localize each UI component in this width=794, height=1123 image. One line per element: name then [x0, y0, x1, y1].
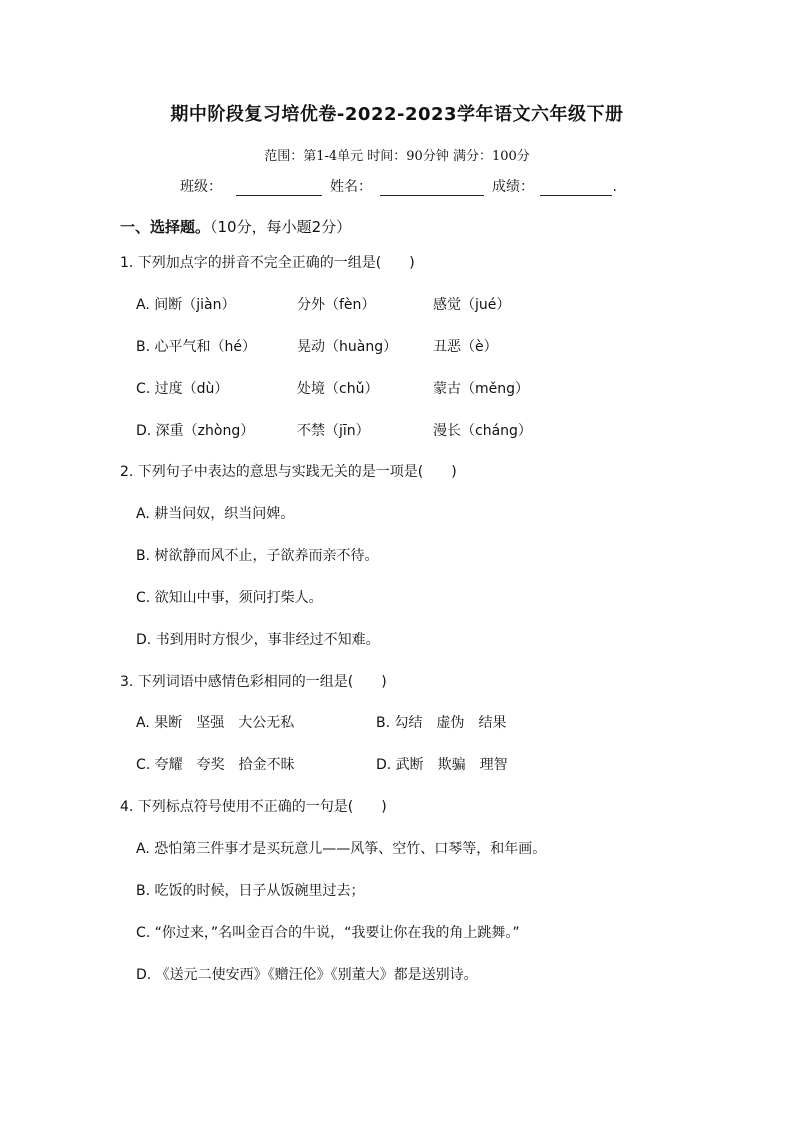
trailing-dot: . — [612, 179, 617, 195]
q1-option-b2: 晃动（huàng） — [297, 339, 398, 355]
q1-option-a2: 分外（fèn） — [297, 297, 376, 313]
question-2-stem: 2. 下列句子中表达的意思与实践无关的是一项是( ) — [120, 464, 457, 480]
exam-meta: 范围：第1-4单元 时间：90分钟 满分：100分 — [264, 149, 530, 164]
score-blank[interactable] — [540, 179, 612, 196]
q1-option-b1: B. 心平气和（hé） — [136, 339, 256, 355]
name-label: 姓名： — [330, 179, 372, 195]
q2-option-b: B. 树欲静而风不止，子欲养而亲不待。 — [136, 548, 379, 564]
question-4-stem: 4. 下列标点符号使用不正确的一句是( ) — [120, 799, 387, 815]
section-heading-note: （10分，每小题2分） — [210, 218, 352, 236]
name-field — [330, 176, 484, 196]
q3-option-d: D. 武断 欺骗 理智 — [376, 757, 508, 773]
class-field — [180, 176, 322, 196]
score-label: 成绩： — [492, 179, 534, 195]
question-3-stem: 3. 下列词语中感情色彩相同的一组是( ) — [120, 674, 387, 690]
section-heading-label: 一、选择题。 — [120, 218, 211, 236]
q2-option-c: C. 欲知山中事，须问打柴人。 — [136, 590, 323, 606]
q3-option-b: B. 勾结 虚伪 结果 — [376, 715, 507, 731]
q3-option-a: A. 果断 坚强 大公无私 — [136, 715, 295, 731]
q1-option-b3: 丑恶（è） — [433, 339, 498, 355]
q4-option-a: A. 恐怕第三件事才是买玩意儿——风筝、空竹、口琴等，和年画。 — [136, 841, 547, 857]
q1-option-d3: 漫长（cháng） — [433, 423, 532, 439]
q4-option-c: C. “你过来，”名叫金百合的牛说，“我要让你在我的角上跳舞。” — [136, 925, 520, 941]
q3-option-c: C. 夸耀 夸奖 拾金不昧 — [136, 757, 295, 773]
q2-option-a: A. 耕当问奴，织当问婢。 — [136, 506, 295, 522]
q1-option-c2: 处境（chǔ） — [297, 381, 379, 397]
question-1-stem: 1. 下列加点字的拼音不完全正确的一组是( ) — [120, 255, 415, 271]
class-blank[interactable] — [236, 179, 322, 196]
section-heading — [120, 216, 351, 237]
q1-option-c3: 蒙古（měng） — [433, 381, 530, 397]
q4-option-d: D. 《送元二使安西》《赠汪伦》《别董大》都是送别诗。 — [136, 967, 478, 983]
page-title: 期中阶段复习培优卷-2022-2023学年语文六年级下册 — [170, 104, 624, 125]
q2-option-d: D. 书到用时方恨少，事非经过不知难。 — [136, 632, 380, 648]
q1-option-d1: D. 深重（zhòng） — [136, 423, 255, 439]
class-label: 班级： — [180, 179, 222, 195]
q1-option-c1: C. 过度（dù） — [136, 381, 229, 397]
q1-option-a1: A. 间断（jiàn） — [136, 297, 236, 313]
q1-option-a3: 感觉（jué） — [433, 297, 511, 313]
q4-option-b: B. 吃饭的时候，日子从饭碗里过去； — [136, 883, 365, 899]
name-blank[interactable] — [380, 179, 484, 196]
score-field — [492, 176, 617, 196]
q1-option-d2: 不禁（jīn） — [297, 423, 370, 439]
